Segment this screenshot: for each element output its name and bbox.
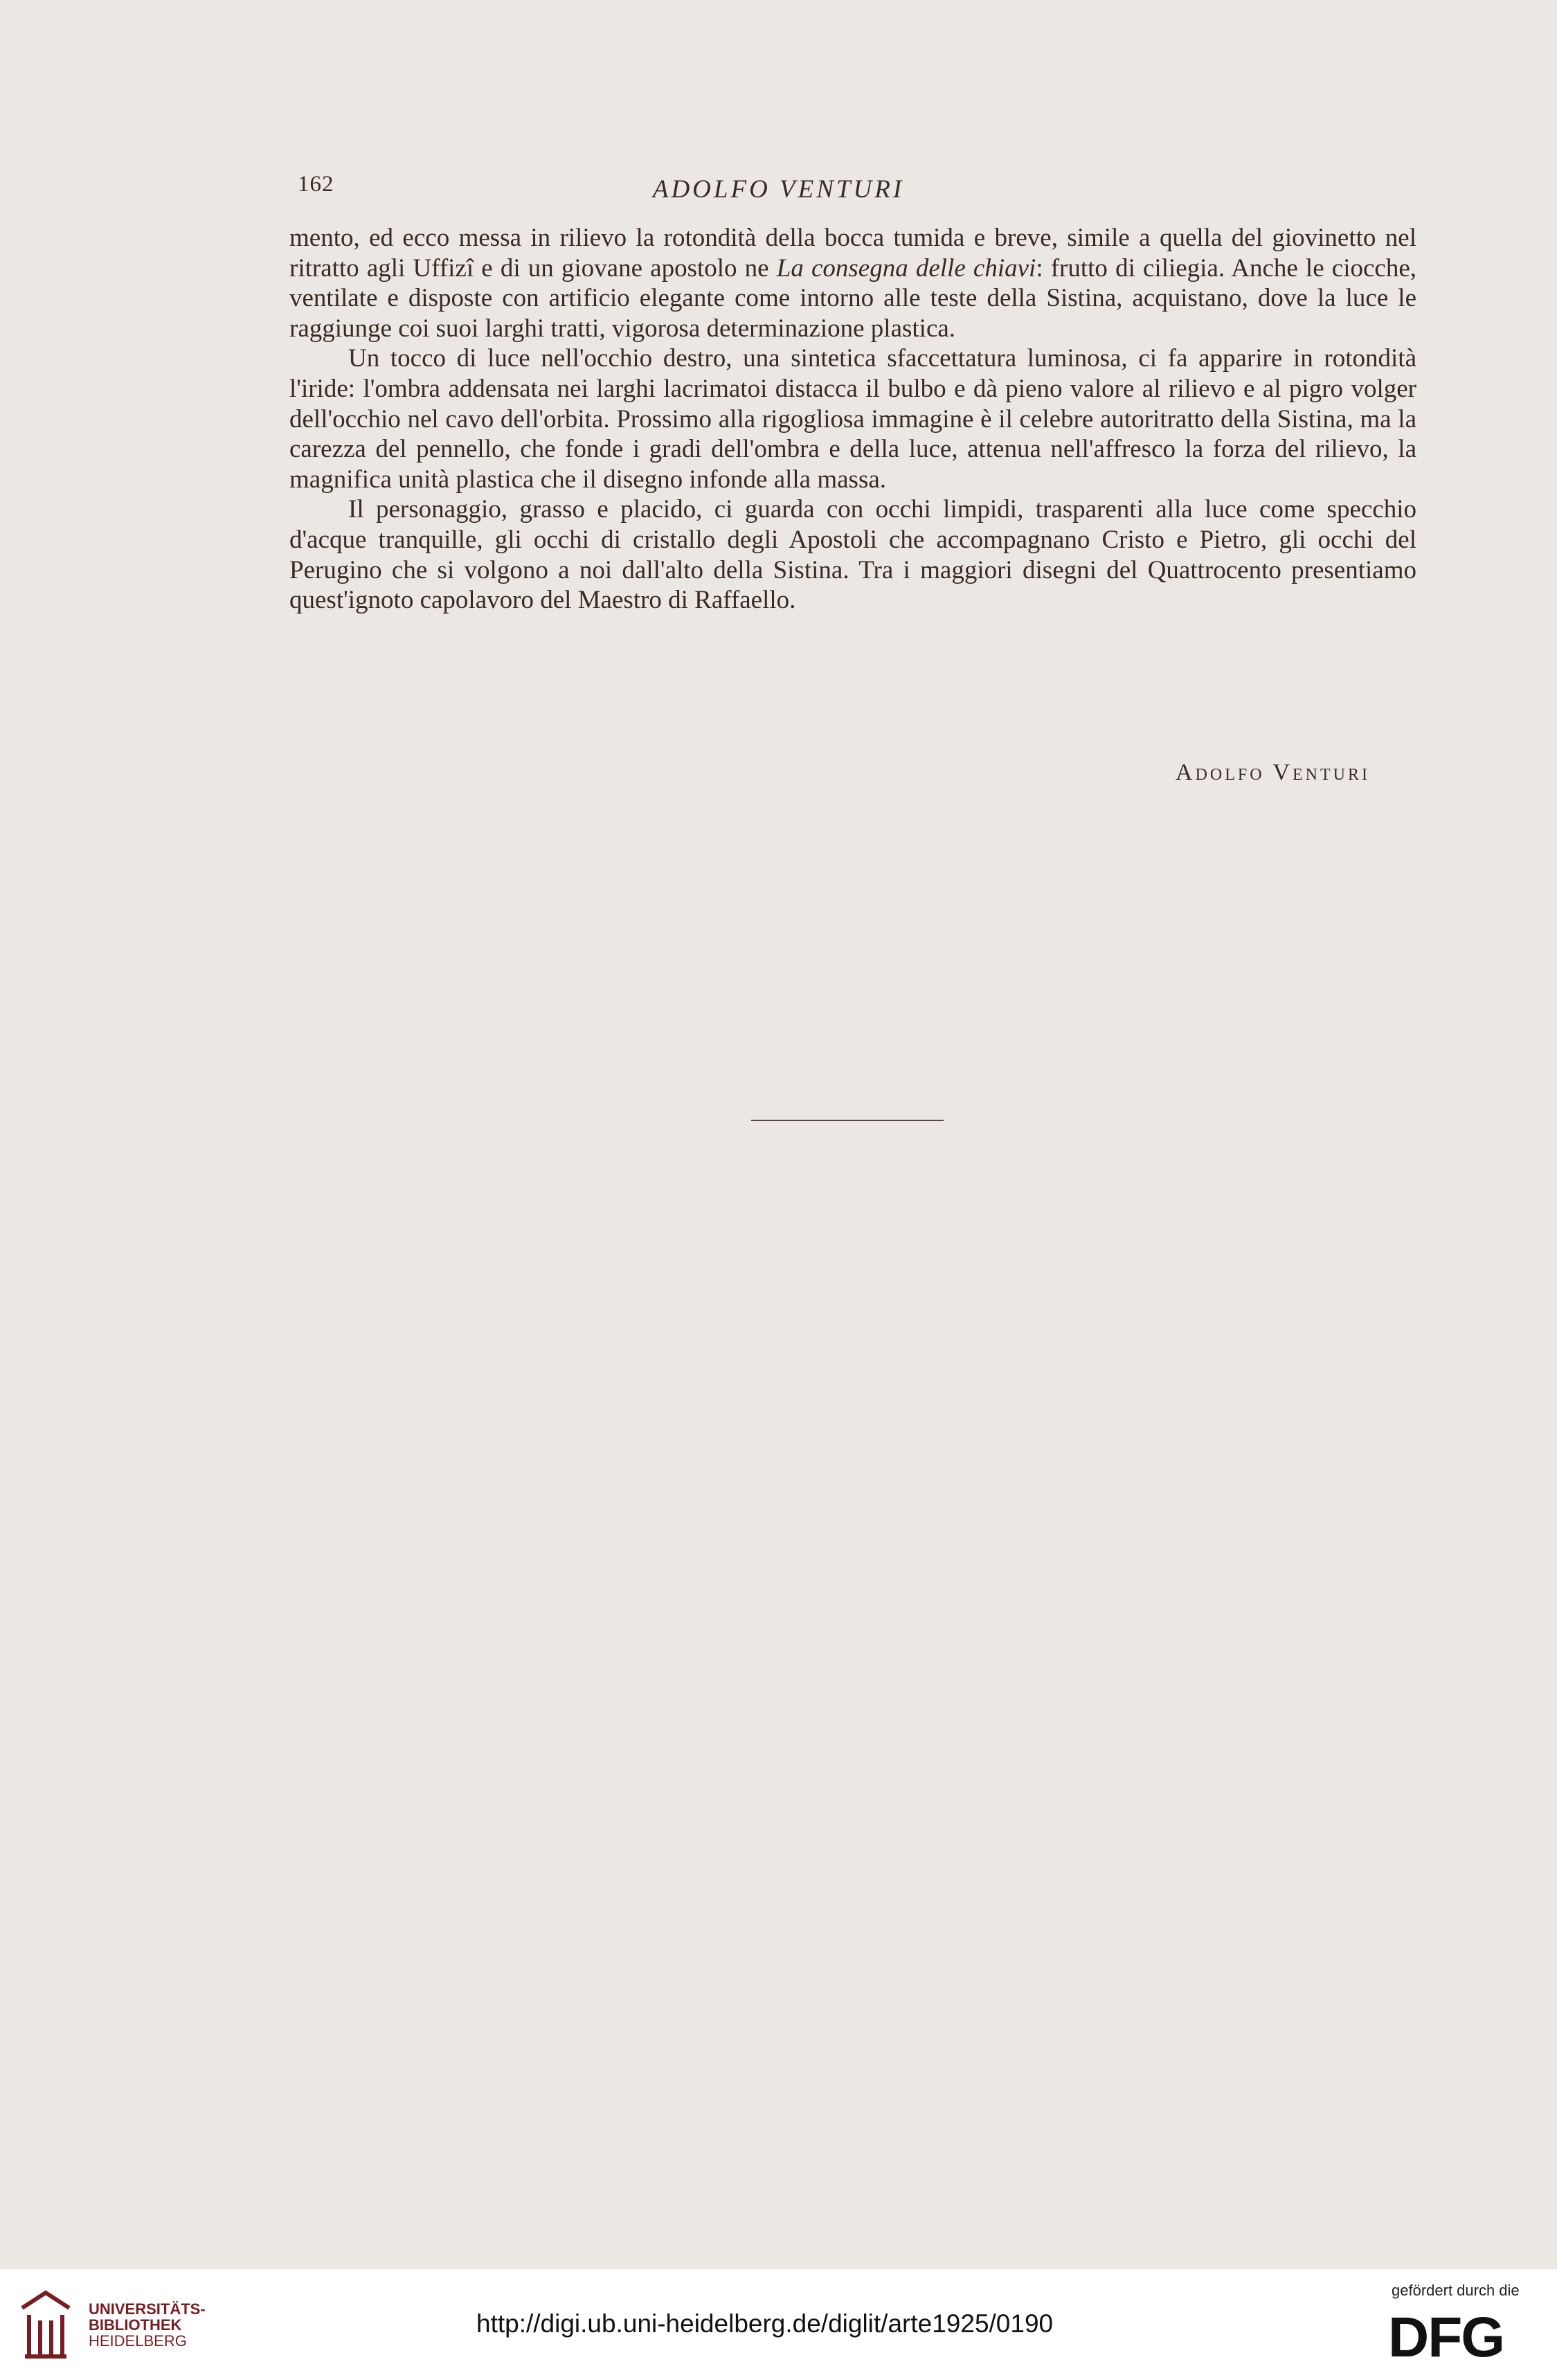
library-line: BIBLIOTHEK [89, 2316, 182, 2334]
page-number: 162 [298, 172, 334, 197]
funding-note: gefördert durch die [1392, 2282, 1520, 2299]
running-head: ADOLFO VENTURI [652, 175, 905, 204]
ub-heidelberg-logo-icon [15, 2287, 76, 2362]
dfg-logo-icon: DFG [1388, 2306, 1504, 2369]
library-line: UNIVERSITÄTS- [89, 2300, 206, 2318]
library-line: HEIDELBERG [89, 2332, 187, 2350]
paragraph: Un tocco di luce nell'occhio destro, una sintetica sfaccettatura luminosa, ci fa apparire in rotondità l'iride: l'ombra addensata nei larghi lacrimatoi distacca il bulbo e dà pieno valore al rilievo e al pigro volger dell'occhio nel cavo dell'orbita. Prossimo alla rigogliosa immagine è il celebre autoritratto della Sistina, ma la carezza del pennello, che fonde i gradi dell'ombra e della luce, attenua nell'affresco la forza del rilievo, la magnifica unità plastica che il disegno infonde alla massa. [289, 344, 1416, 494]
article-body [289, 223, 1416, 616]
library-name [89, 2301, 206, 2349]
author-signature: Adolfo Venturi [1176, 760, 1370, 785]
permalink[interactable]: http://digi.ub.uni-heidelberg.de/diglit/arte1925/0190 [476, 2309, 1054, 2338]
paragraph: mento, ed ecco messa in rilievo la rotondità della bocca tumida e breve, simile a quella del giovinetto nel ritratto agli Uffizî e di un giovane apostolo ne La consegna delle chiavi: frutto di ciliegia. Anche le ciocche, ventilate e disposte con artificio elegante come intorno alle teste della Sistina, acquistano, dove la luce le raggiunge coi suoi larghi tratti, vigorosa determinazione plastica. [289, 224, 1416, 343]
work-title: La consegna delle chiavi [776, 253, 1036, 283]
footer-bar [0, 2269, 1557, 2380]
paragraph: Il personaggio, grasso e placido, ci guarda con occhi limpidi, trasparenti alla luce come specchio d'acque tranquille, gli occhi di cristallo degli Apostoli che accompagnano Cristo e Pietro, gli occhi del Perugino che si volgono a noi dall'alto della Sistina. Tra i maggiori disegni del Quattrocento presentiamo quest'ignoto capolavoro del Maestro di Raffaello. [289, 495, 1416, 615]
section-rule [751, 1120, 944, 1121]
